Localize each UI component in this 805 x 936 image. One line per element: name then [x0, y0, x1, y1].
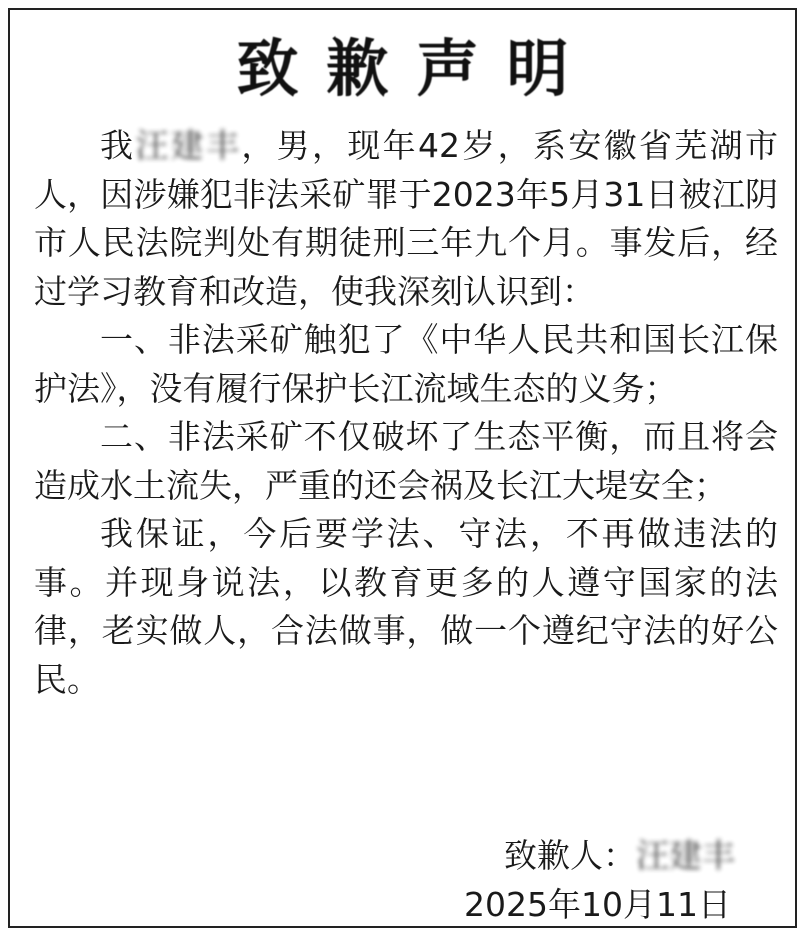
- intro-name-redacted: 汪建丰: [135, 126, 242, 165]
- signer-label: 致歉人：: [504, 836, 636, 875]
- apology-notice: [8, 8, 797, 928]
- intro-rest: ，男，现年42岁，系安徽省芜湖市人，因涉嫌犯非法采矿罪于2023年5月31日被江阴市人民法院判处有期徒刑三年九个月。事发后，经过学习教育和改造，使我深刻认识到：: [34, 126, 779, 311]
- notice-date: 2025年10月11日: [464, 885, 731, 924]
- notice-body: [34, 122, 778, 704]
- notice-title: 致歉声明: [236, 32, 597, 105]
- signer-name-redacted: 汪建丰: [636, 836, 735, 875]
- point-2-paragraph: 二、非法采矿不仅破坏了生态平衡，而且将会造成水土流失，严重的还会祸及长江大堤安全；: [34, 417, 778, 505]
- point-1-paragraph: 一、非法采矿触犯了《中华人民共和国长江保护法》，没有履行保护长江流域生态的义务；: [34, 320, 778, 408]
- intro-paragraph: [34, 122, 778, 316]
- pledge-paragraph: 我保证，今后要学法、守法，不再做违法的事。并现身说法，以教育更多的人遵守国家的法律，老实做人，合法做事，做一个遵纪守法的好公民。: [34, 514, 778, 699]
- signature-line: [504, 832, 735, 881]
- intro-prefix: 我: [100, 126, 136, 165]
